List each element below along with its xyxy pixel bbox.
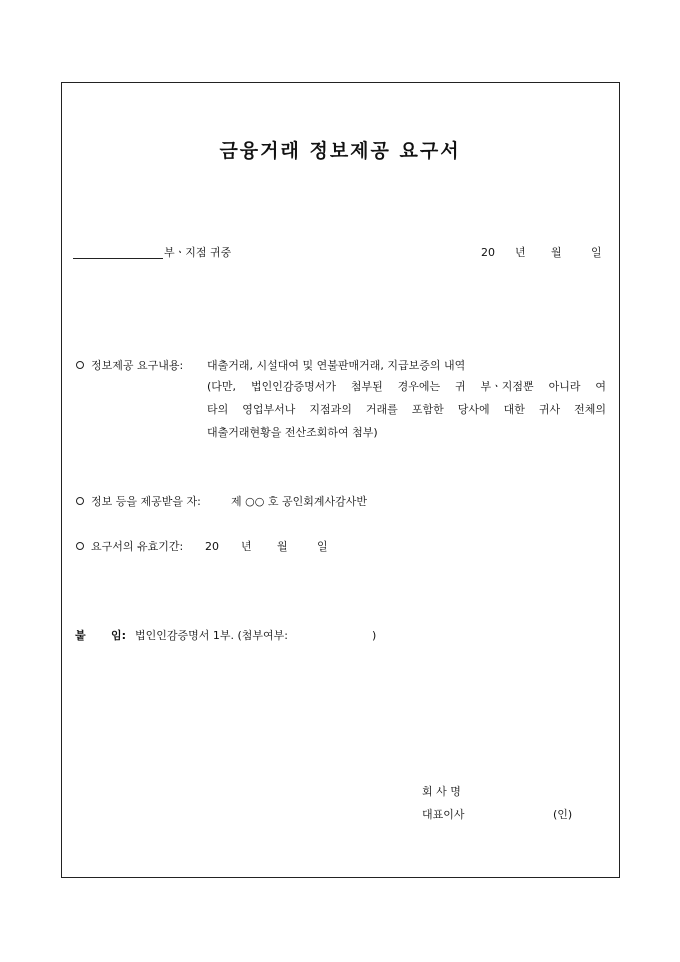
request-line-3: 타의 영업부서나 지점과의 거래를 포함한 당사에 대한 귀사 전체의 — [207, 403, 606, 416]
attachment-value: 법인인감증명서 1부. (첨부여부: — [135, 629, 288, 642]
circle-bullet-icon — [76, 542, 84, 550]
date-month-unit: 월 — [551, 246, 562, 259]
validity-bullet — [76, 540, 84, 554]
date-year-prefix: 20 — [481, 246, 495, 259]
validity-year-unit: 년 — [241, 540, 252, 553]
branch-name-blank — [73, 258, 163, 259]
attachment-close: ) — [372, 629, 377, 642]
request-bullet — [76, 359, 84, 373]
date-day-unit: 일 — [591, 246, 602, 259]
request-label: 정보제공 요구내용: — [91, 359, 184, 372]
circle-bullet-icon — [76, 361, 84, 369]
company-name-label: 회 사 명 — [422, 785, 461, 798]
addressee-suffix: 부ㆍ지점 귀중 — [164, 246, 232, 259]
request-line-2: (다만, 법인인감증명서가 첨부된 경우에는 귀 부ㆍ지점뿐 아니라 여 — [207, 380, 606, 393]
recipient-value: 제 ○○ 호 공인회계사감사반 — [231, 495, 367, 508]
seal-label: (인) — [553, 808, 573, 821]
circle-bullet-icon — [76, 497, 84, 505]
document-frame — [61, 82, 620, 878]
recipient-bullet — [76, 495, 84, 509]
recipient-label: 정보 등을 제공받을 자: — [91, 495, 201, 508]
validity-year-prefix: 20 — [205, 540, 219, 553]
representative-label: 대표이사 — [422, 808, 465, 821]
date-year-unit: 년 — [515, 246, 526, 259]
attachment-label-1: 붙 — [75, 629, 86, 642]
validity-day-unit: 일 — [317, 540, 328, 553]
validity-month-unit: 월 — [277, 540, 288, 553]
validity-label: 요구서의 유효기간: — [91, 540, 184, 553]
document-title: 금융거래 정보제공 요구서 — [219, 140, 461, 162]
request-line-1: 대출거래, 시설대여 및 연불판매거래, 지급보증의 내역 — [207, 359, 466, 372]
request-line-4: 대출거래현황을 전산조회하여 첨부) — [207, 426, 378, 439]
attachment-label-2: 임: — [111, 629, 127, 642]
